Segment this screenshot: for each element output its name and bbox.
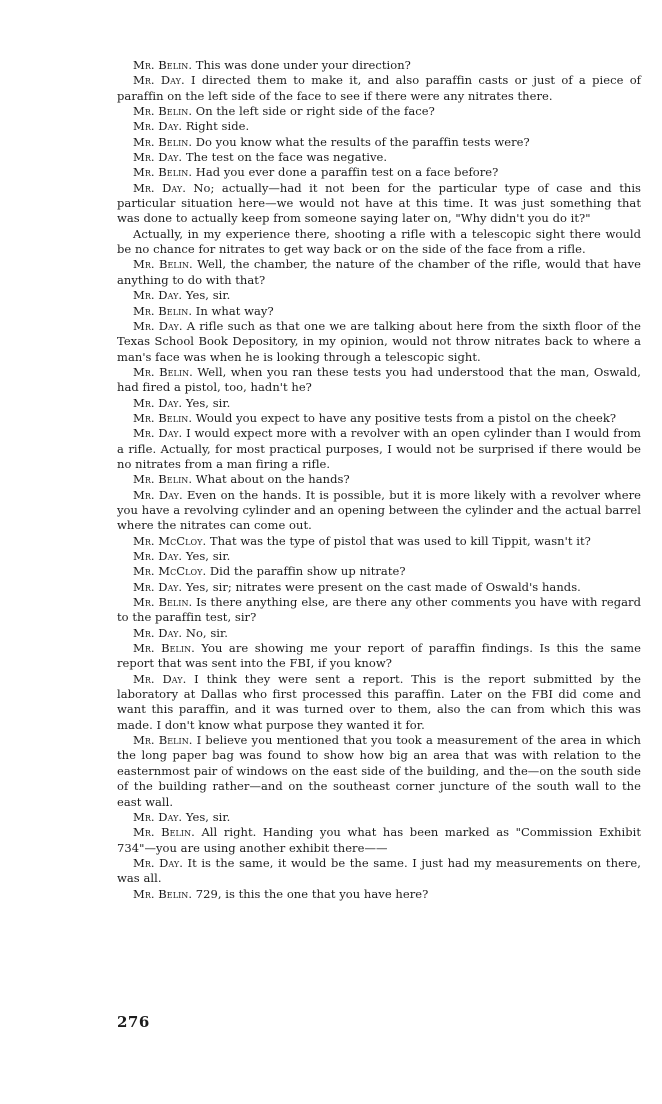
paragraph-text: In what way? <box>192 303 274 318</box>
transcript-paragraph <box>117 73 641 104</box>
speaker-label: Mr. Day. <box>133 119 183 134</box>
paragraph-text: A rifle such as that one we are talking about here from the sixth floor of the Texas School Book Depository, in my opinion, would not throw nitrates back to where a man's face was when he is looking through a telescopic sight. <box>117 318 641 364</box>
paragraph-text: All right. Handing you what has been marked as "Commission Exhibit 734"—you are using another exhibit there—— <box>117 825 641 855</box>
speaker-label: Mr. Belin. <box>133 165 193 180</box>
speaker-label: Mr. Belin. <box>133 58 193 72</box>
paragraph-text: Had you ever done a paraffin test on a face before? <box>192 165 499 180</box>
paragraph-text: Even on the hands. It is possible, but it is more likely with a revolver where you have a revolving cylinder and an opening between the cylinder and the actual barrel where the nitrates can come out. <box>117 487 641 533</box>
transcript-paragraph <box>117 365 641 396</box>
speaker-label: Mr. McCloy. <box>133 533 207 548</box>
paragraph-text: You are showing me your report of paraffin findings. Is this the same report that was sent into the FBI, if you know? <box>117 641 641 671</box>
speaker-label: Mr. Belin. <box>133 733 193 748</box>
transcript-paragraph <box>117 165 641 180</box>
paragraph-text: Is there anything else, are there any other comments you have with regard to the paraffin test, sir? <box>117 595 642 625</box>
transcript-paragraph <box>117 488 641 534</box>
speaker-label: Mr. Day. <box>133 549 183 563</box>
speaker-label: Mr. Day. <box>133 395 183 410</box>
speaker-label: Mr. Day. <box>133 625 183 640</box>
transcript-paragraph <box>117 534 641 549</box>
transcript-body <box>117 58 641 902</box>
transcript-paragraph <box>117 641 641 672</box>
transcript-paragraph <box>117 564 641 579</box>
transcript-paragraph <box>117 227 641 258</box>
transcript-paragraph <box>117 595 641 626</box>
speaker-label: Mr. Belin. <box>133 410 193 425</box>
speaker-label: Mr. Day. <box>133 180 186 195</box>
transcript-paragraph <box>117 304 641 319</box>
paragraph-text: Yes, sir. <box>182 288 231 303</box>
paragraph-text: Do you know what the results of the paraffin tests were? <box>192 134 530 149</box>
transcript-paragraph <box>117 396 641 411</box>
transcript-paragraph <box>117 810 641 825</box>
paragraph-text: That was the type of pistol that was used to kill Tippit, wasn't it? <box>206 533 591 548</box>
speaker-label: Mr. Belin. <box>133 472 193 487</box>
speaker-label: Mr. Day. <box>133 73 185 88</box>
transcript-paragraph <box>117 257 641 288</box>
paragraph-text: I think they were sent a report. This is the report submitted by the laboratory at Dallas who first processed this paraffin. Later on the FBI did come and want this paraffin, and it was turned over to them, also the can from which this was made. I don't know what purpose they wanted it for. <box>117 671 641 732</box>
speaker-label: Mr. Day. <box>133 671 187 686</box>
paragraph-text: Yes, sir. <box>182 809 231 824</box>
transcript-paragraph <box>117 119 641 134</box>
paragraph-text: Yes, sir; nitrates were present on the cast made of Oswald's hands. <box>182 579 581 594</box>
speaker-label: Mr. Belin. <box>133 886 193 901</box>
transcript-paragraph <box>117 733 641 810</box>
paragraph-text: Yes, sir. <box>182 395 231 410</box>
transcript-paragraph <box>117 580 641 595</box>
speaker-label: Mr. Belin. <box>133 134 193 149</box>
paragraph-text: Did the paraffin show up nitrate? <box>206 564 406 579</box>
paragraph-text: Right side. <box>182 119 250 134</box>
paragraph-text: What about on the hands? <box>192 472 350 487</box>
speaker-label: Mr. Day. <box>133 487 183 502</box>
paragraph-text: I directed them to make it, and also paraffin casts or just of a piece of paraffin on the left side of the face to see if there were any nitrates there. <box>117 73 641 103</box>
speaker-label: Mr. McCloy. <box>133 564 207 579</box>
paragraph-text: Would you expect to have any positive tests from a pistol on the cheek? <box>192 410 617 425</box>
paragraph-text: This was done under your direction? <box>192 58 411 72</box>
paragraph-text: I would expect more with a revolver with an open cylinder than I would from a rifle. Actually, for most practical purposes, I would not be surprised if there would be no nitrates from a man firing a rifle. <box>117 426 642 471</box>
paragraph-text: Well, when you ran these tests you had understood that the man, Oswald, had fired a pistol, too, hadn't he? <box>117 364 641 395</box>
speaker-label: Mr. Belin. <box>133 825 195 840</box>
transcript-paragraph <box>117 135 641 150</box>
paragraph-text: No; actually—had it not been for the particular type of case and this particular situation here—we would not have at this time. It was just something that was done to actually keep from someone saying later on, "Why didn't you do it?" <box>117 180 641 226</box>
speaker-label: Mr. Day. <box>133 855 183 870</box>
paragraph-text: It is the same, it would be the same. I just had my measurements on there, was all. <box>117 855 641 886</box>
speaker-label: Mr. Belin. <box>133 257 193 272</box>
transcript-paragraph <box>117 549 641 564</box>
transcript-paragraph <box>117 319 641 365</box>
paragraph-text: Well, the chamber, the nature of the chamber of the rifle, would that have anything to do with that? <box>117 257 641 287</box>
transcript-paragraph <box>117 288 641 303</box>
paragraph-text: I believe you mentioned that you took a measurement of the area in which the long paper bag was found to show how big an area that was with relation to the easternmost pair of windows on the east side of the building, and the—on the south side of the building rather—and on the southeast corner juncture of the south wall to the east wall. <box>117 733 641 809</box>
speaker-label: Mr. Day. <box>133 318 183 333</box>
transcript-paragraph <box>117 181 641 227</box>
paragraph-text: On the left side or right side of the face? <box>192 104 435 119</box>
transcript-paragraph <box>117 672 641 733</box>
transcript-paragraph <box>117 104 641 119</box>
transcript-paragraph <box>117 626 641 641</box>
paragraph-text: The test on the face was negative. <box>182 150 388 165</box>
transcript-paragraph <box>117 411 641 426</box>
transcript-paragraph <box>117 825 641 856</box>
speaker-label: Mr. Belin. <box>133 104 193 119</box>
paragraph-text: Yes, sir. <box>182 549 231 563</box>
page-number: 276 <box>117 1013 150 1031</box>
speaker-label: Mr. Belin. <box>133 641 195 656</box>
speaker-label: Mr. Belin. <box>133 595 193 610</box>
speaker-label: Mr. Day. <box>133 426 183 441</box>
transcript-paragraph <box>117 426 641 472</box>
paragraph-text: No, sir. <box>182 625 228 640</box>
transcript-paragraph <box>117 856 641 887</box>
transcript-paragraph <box>117 472 641 487</box>
speaker-label: Mr. Day. <box>133 288 183 303</box>
speaker-label: Mr. Belin. <box>133 364 193 379</box>
speaker-label: Mr. Day. <box>133 579 183 594</box>
transcript-paragraph <box>117 150 641 165</box>
transcript-paragraph <box>117 58 641 73</box>
paragraph-text: Actually, in my experience there, shooting a rifle with a telescopic sight there would be no chance for nitrates to get way back or on the side of the face from a rifle. <box>117 226 641 257</box>
speaker-label: Mr. Day. <box>133 150 183 165</box>
paragraph-text: 729, is this the one that you have here? <box>192 886 429 901</box>
speaker-label: Mr. Belin. <box>133 303 193 318</box>
transcript-paragraph <box>117 887 641 902</box>
speaker-label: Mr. Day. <box>133 809 183 824</box>
